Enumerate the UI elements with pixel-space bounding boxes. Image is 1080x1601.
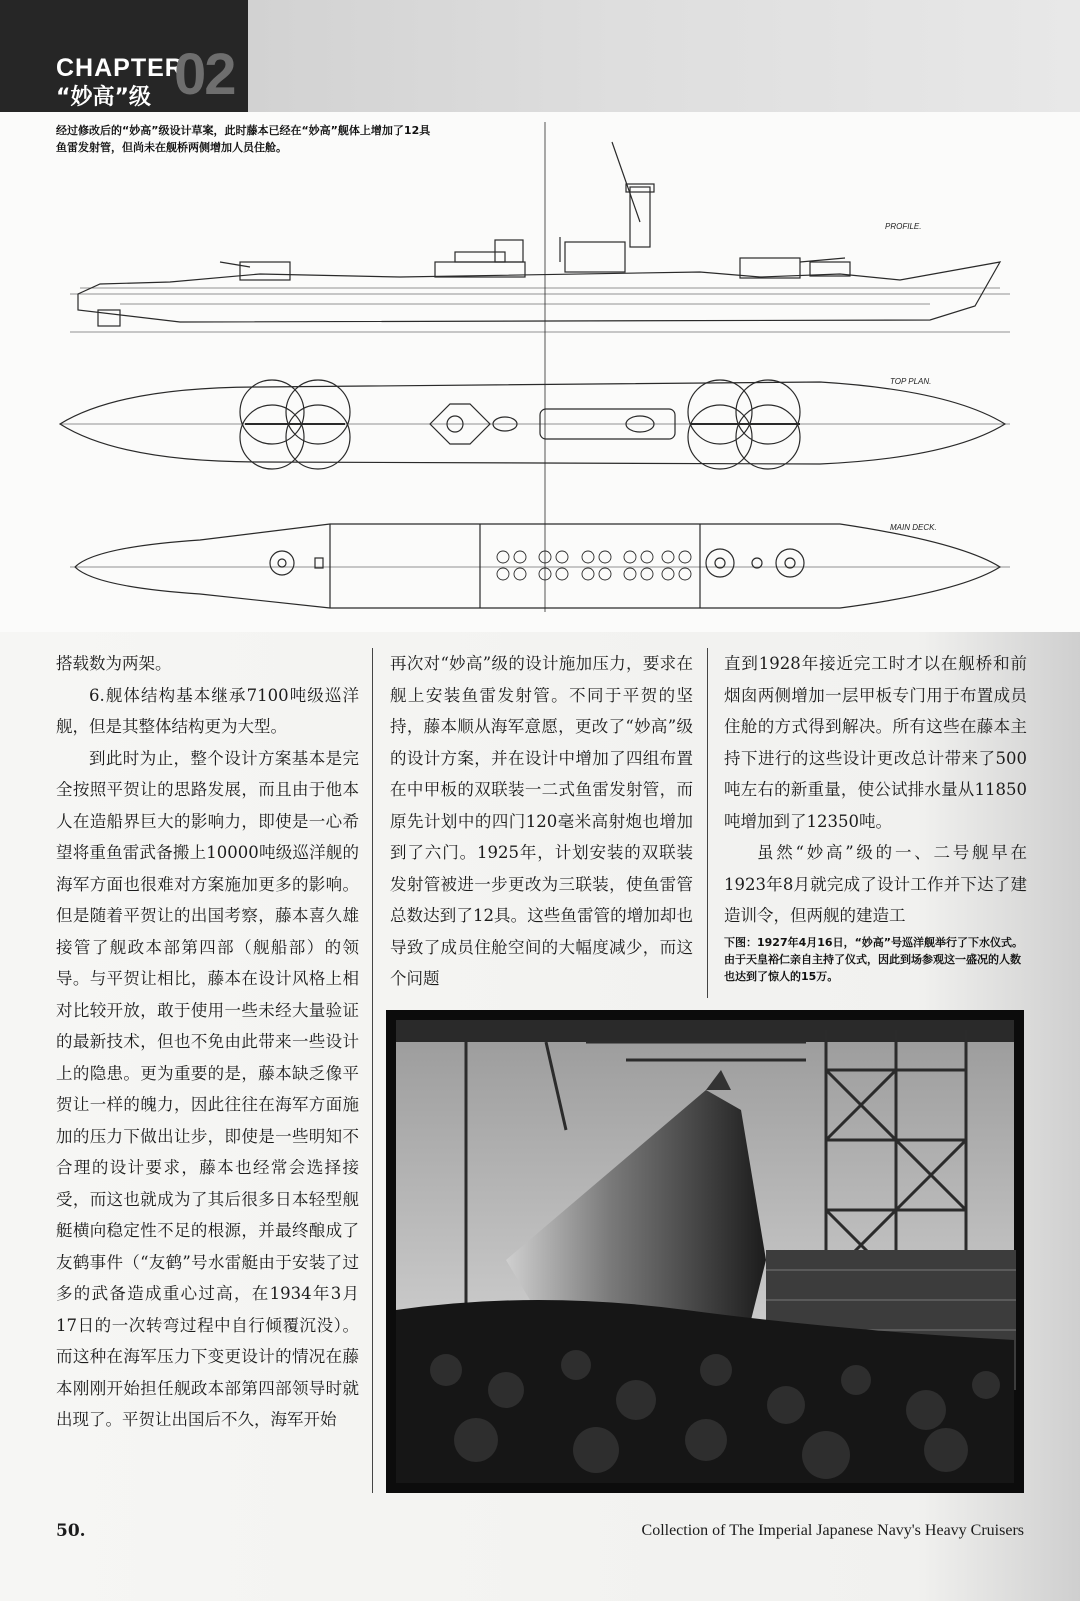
launch-photo-svg <box>386 1010 1024 1493</box>
page-number: 50. <box>56 1521 86 1541</box>
header-band <box>248 0 1080 112</box>
paragraph: 6.舰体结构基本继承7100吨级巡洋舰，但是其整体结构更为大型。 <box>56 685 359 736</box>
text-column-1 <box>56 648 359 1436</box>
launch-photo <box>386 1010 1024 1493</box>
paragraph: 虽然“妙高”级的一、二号舰早在1923年8月就完成了设计工作并下达了建造训令，但两舰的建造工 <box>724 843 1027 925</box>
paragraph: 直到1928年接近完工时才以在舰桥和前烟囱两侧增加一层甲板专门用于布置成员住舱的方式得到解决。所有这些在藤本主持下进行的这些设计更改总计带来了500吨左右的新重量，使公试排水量从11850吨增加到了12350吨。 <box>724 654 1027 831</box>
label-top-plan: TOP PLAN. <box>890 377 932 386</box>
text-column-2 <box>390 648 693 995</box>
paragraph: 搭载数为两架。 <box>56 654 172 673</box>
paragraph: 再次对“妙高”级的设计施加压力，要求在舰上安装鱼雷发射管。不同于平贺的坚持，藤本顺从海军意愿，更改了“妙高”级的设计方案，并在设计中增加了四组布置在中甲板的双联装一二式鱼雷发射管，而原先计划中的四门120毫米高射炮也增加到了六门。1925年，计划安装的双联装发射管被进一步更改为三联装，使鱼雷管总数达到了12具。这些鱼雷管的增加却也导致了成员住舱空间的大幅度减少，而这个问题 <box>390 654 693 988</box>
ship-plan-drawing <box>0 112 1080 632</box>
book-title: Collection of The Imperial Japanese Navy's Heavy Cruisers <box>641 1522 1024 1539</box>
paragraph: 到此时为止，整个设计方案基本是完全按照平贺让的思路发展，而且由于他本人在造船界巨大的影响力，即使是一心希望将重鱼雷武备搬上10000吨级巡洋舰的海军方面也很难对方案施加更多的影响。但是随着平贺让的出国考察，藤本喜久雄接管了舰政本部第四部（舰船部）的领导。与平贺让相比，藤本在设计风格上相对比较开放，敢于使用一些未经大量验证的最新技术，但也不免由此带来一些设计上的隐患。更为重要的是，藤本缺乏像平贺让一样的魄力，因此往往在海军方面施加的压力下做出让步，即使是一些明知不合理的设计要求，藤本也经常会选择接受，而这也就成为了其后很多日本轻型舰艇横向稳定性不足的根源，并最终酿成了友鹤事件（“友鹤”号水雷艇由于安装了过多的武备造成重心过高，在1934年3月17日的一次转弯过程中自行倾覆沉没）。而这种在海军压力下变更设计的情况在藤本刚刚开始担任舰政本部第四部领导时就出现了。平贺让出国后不久，海军开始 <box>56 748 359 1429</box>
column-divider <box>372 648 373 1493</box>
figure-caption-top: 经过修改后的“妙高”级设计草案，此时藤本已经在“妙高”舰体上增加了12具鱼雷发射管，但尚未在舰桥两侧增加人员住舱。 <box>56 124 431 154</box>
label-main-deck: MAIN DECK. <box>890 523 937 532</box>
chapter-number: 02 <box>174 42 235 107</box>
column-divider <box>707 648 708 998</box>
ship-plan-svg <box>0 112 1080 632</box>
label-profile: PROFILE. <box>885 222 922 231</box>
chapter-subtitle: “妙高”级 <box>56 85 151 110</box>
chapter-word: CHAPTER <box>56 54 184 82</box>
text-column-3 <box>724 648 1027 932</box>
figure-caption-bottom: 下图：1927年4月16日，“妙高”号巡洋舰举行了下水仪式。由于天皇裕仁亲自主持了仪式，因此到场参观这一盛况的人数也达到了惊人的15万。 <box>724 936 1024 983</box>
